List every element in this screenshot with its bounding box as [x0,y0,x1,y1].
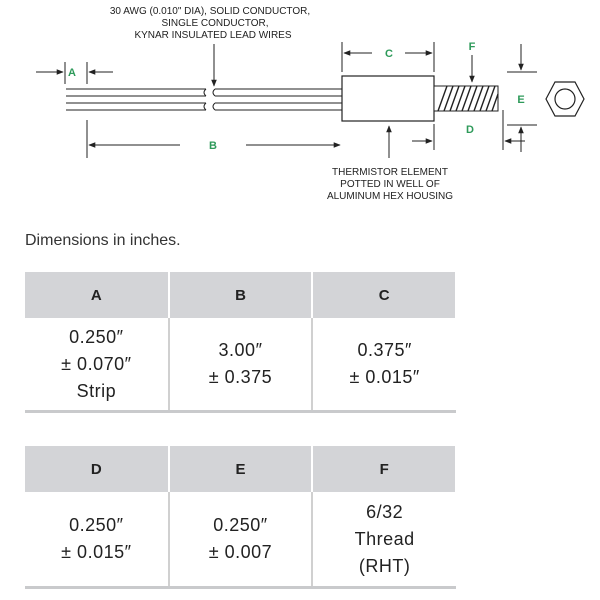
dimensions-caption: Dimensions in inches. [25,232,181,249]
dimension-label-b: B [209,140,217,152]
table-row [25,492,456,588]
dimension-label-f: F [468,41,476,53]
value-b: 3.00″ ± 0.375 [169,318,313,412]
element-note-line-1: THERMISTOR ELEMENT [332,167,448,178]
threaded-stud [434,86,498,111]
lead-wires [66,89,342,110]
header-d: D [25,446,169,492]
value-d: 0.250″ ± 0.015″ [25,492,169,588]
header-e: E [169,446,313,492]
value-a: 0.250″ ± 0.070″ Strip [25,318,169,412]
element-note-line-2: POTTED IN WELL OF [340,179,440,190]
dimension-label-d: D [466,124,474,136]
value-f: 6/32 Thread (RHT) [312,492,456,588]
value-e: 0.250″ ± 0.007 [169,492,313,588]
value-c: 0.375″ ± 0.015″ [312,318,456,412]
dimensions-table-abc [25,272,457,413]
dimension-b [87,120,340,158]
wire-note-line-3: KYNAR INSULATED LEAD WIRES [134,30,292,41]
dimension-label-e: E [517,94,525,106]
dimension-label-c: C [385,48,393,60]
dimensions-table-def [25,446,457,589]
table-header-row [25,272,456,318]
wire-note-line-2: SINGLE CONDUCTOR, [161,18,269,29]
table-row [25,318,456,412]
element-note-line-3: ALUMINUM HEX HOUSING [326,191,454,202]
hex-housing-body [342,76,434,121]
sensor-dimension-drawing [0,0,600,215]
header-a: A [25,272,169,318]
header-f: F [312,446,456,492]
header-c: C [312,272,456,318]
hex-end-view [546,82,584,116]
table-header-row [25,446,456,492]
header-b: B [169,272,313,318]
wire-note-line-1: 30 AWG (0.010" DIA), SOLID CONDUCTOR, [109,6,311,17]
dimension-label-a: A [68,67,76,79]
